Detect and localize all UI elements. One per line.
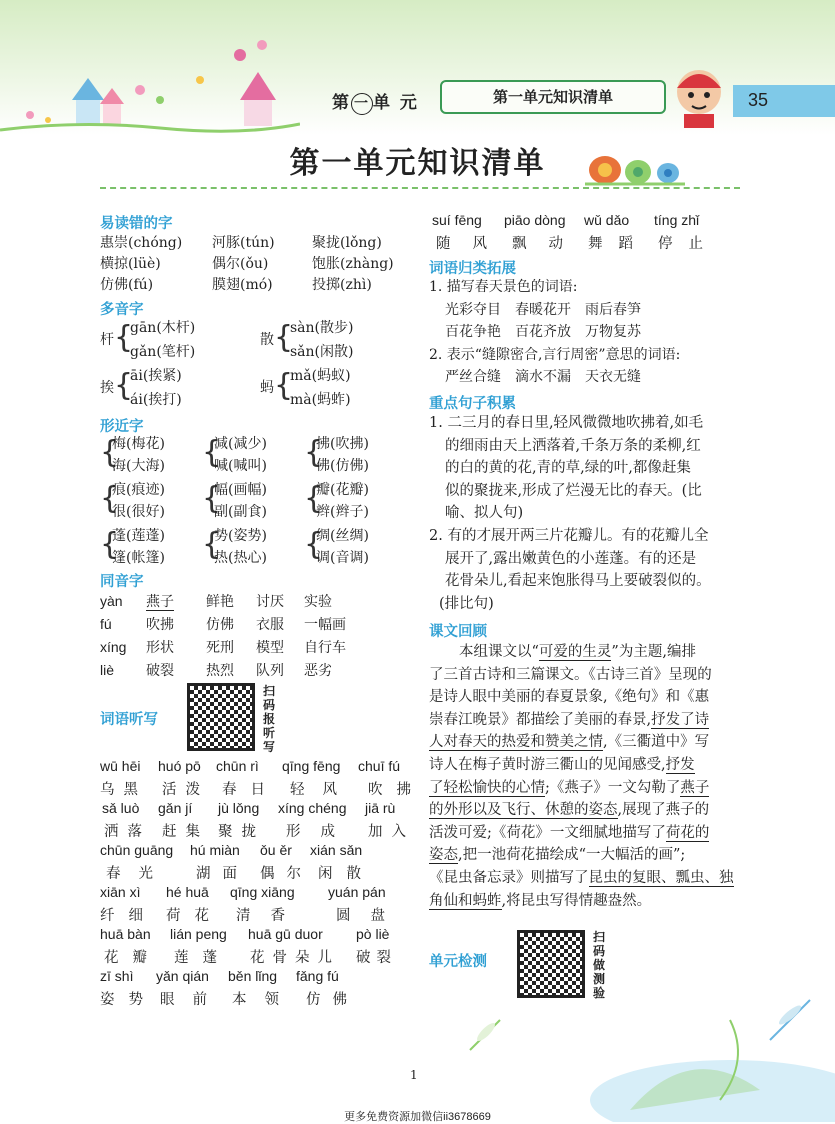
section-heading-category: 词语归类拓展 <box>429 261 516 277</box>
key-sentences-block: 1. 二三月的春日里,轻风微微地吹拂着,如毛 的细雨由天上洒落着,千条万条的柔柳,红 的白的黄的花,青的草,绿的叶,都像赶集 似的聚拢来,形成了烂漫无比的春天。(比 喻、拟人句) 2. 有的才展开两三片花瓣儿。有的花瓣儿全 展开了,露出嫩黄色的小莲蓬。有的还是 花骨朵儿,看起来饱胀得马上要破裂似的。 (排比句) <box>429 415 711 612</box>
dictation-row: sǎ luò gǎn jí jù lǒng xíng chéng jiā rù 洒落 赶集 聚拢 形成 加入 <box>102 800 415 840</box>
category-block: 1. 描写春天景色的词语: 光彩夺目 春暖花开 雨后春笋 百花争艳 百花齐放 万物复苏 2. 表示“缝隙密合,言行周密”意思的词语: 严丝合缝 滴水不漏 天衣无缝 <box>429 279 681 386</box>
dictation-qr-code[interactable] <box>187 683 255 751</box>
section-heading-similar: 形近字 <box>100 419 144 435</box>
lotus-dragonfly-decoration <box>430 980 835 1122</box>
brace-icon: { <box>202 527 222 562</box>
brace-icon: { <box>304 527 324 562</box>
brace-icon: { <box>100 435 120 470</box>
polyphone-block: 杆 { gān(木杆) gǎn(笔杆) 散 { sàn(散步) sǎn(闲散) 挨 { āi(挨紧) ái(挨打) 蚂 { mǎ(蚂蚁) mà(蚂蚱) <box>100 320 354 408</box>
decoration-houses-flowers <box>0 20 300 140</box>
bottom-page-number: 1 <box>410 1068 418 1082</box>
homophone-row: xíng 形状 死刑 模型 自行车 <box>100 639 346 656</box>
brace-icon: { <box>100 481 120 516</box>
snail-decoration-icon <box>580 140 690 188</box>
section-heading-homophone: 同音字 <box>100 574 144 590</box>
scan-dictation-label: 扫 码 报 听 写 <box>263 684 276 754</box>
dictation-row: wū hēi huó pō chūn rì qīng fēng chuī fú 乌黑 活泼 春日 轻风 吹拂 <box>100 758 425 798</box>
homophone-row: liè 破裂 热烈 队列 恶劣 <box>100 662 332 679</box>
dictation-list <box>100 758 425 1010</box>
unit-number: 一 <box>351 93 373 115</box>
section-heading-easy-wrong: 易读错的字 <box>100 216 173 232</box>
review-paragraph: 本组课文以“可爱的生灵”为主题,编排 了三首古诗和三篇课文。《古诗三首》呈现的 是诗人眼中美丽的春夏景象,《绝句》和《惠 崇春江晚景》都描绘了美丽的春景,抒发了诗 人对春天的热爱和赞美之情,《三衢道中》写 诗人在梅子黄时游三衢山的见闻感受,抒发 了轻松愉快的心情;《燕子》一文勾勒了燕子 的外形以及飞行、休憩的姿态,展现了燕子的 活泼可爱;《荷花》一文细腻地描写了荷花的 姿态,把一池荷花描绘成“一大幅活的画”; 《昆虫备忘录》则描写了昆虫的复眼、瓢虫、独 角仙和蚂蚱,将昆虫写得情趣盎然。 <box>429 644 734 909</box>
brace-icon: { <box>202 481 222 516</box>
dictation-row-continued: suí fēng piāo dòng wǔ dǎo tíng zhǐ 随风 飘动 舞蹈 停止 <box>432 212 719 252</box>
header-title-box <box>440 80 666 114</box>
brace-icon: { <box>100 527 120 562</box>
cartoon-boy-icon <box>668 62 730 128</box>
footer-note: 更多免费资源加微信ii3678669 <box>344 1111 491 1123</box>
dictation-row: zī shì yǎn qián běn lǐng fǎng fú 姿势 眼前 本领 仿佛 <box>100 968 359 1008</box>
homophone-row: yàn 燕子 鲜艳 讨厌 实验 <box>100 593 332 610</box>
scan-test-label: 扫 码 做 测 验 <box>593 930 606 1000</box>
polyphone-char: 杆 <box>100 332 114 348</box>
easy-wrong-row: 惠崇(chóng) 河豚(tún) 聚拢(lǒng) <box>100 235 382 251</box>
dictation-row: huā bàn lián peng huā gū duor pò liè 花瓣 莲蓬 花骨朵儿 破裂 <box>100 926 397 966</box>
brace-icon: { <box>274 320 294 355</box>
section-heading-key-sentence: 重点句子积累 <box>429 396 516 412</box>
polyphone-char: 挨 <box>100 380 114 396</box>
brace-icon: { <box>114 368 134 403</box>
section-heading-review: 课文回顾 <box>429 624 487 640</box>
section-heading-dictation: 词语听写 <box>100 712 158 728</box>
easy-wrong-row: 仿佛(fú) 膜翅(mó) 投掷(zhì) <box>100 277 372 293</box>
brace-icon: { <box>114 320 134 355</box>
polyphone-char: 散 <box>260 332 274 348</box>
polyphone-char: 蚂 <box>260 380 274 396</box>
similar-chars-block: { 梅(梅花) 海(大海) { 减(减少) 喊(喊叫) { 拂(吹拂) 佛(仿佛) { 痕(痕迹) 很(很好) { 幅(画幅) 副(副食) { 瓣(花瓣) 辫(辫子) { 蓬(莲蓬) 篷(帐篷) { 势(姿势) 热(热心) { 绸(丝绸) 调(音调) <box>100 435 369 566</box>
brace-icon: { <box>202 435 222 470</box>
unit-label: 第 一 单 元 <box>332 93 419 113</box>
easy-wrong-list <box>100 233 420 296</box>
section-heading-unit-test: 单元检测 <box>429 954 487 970</box>
page-number: 35 <box>748 90 769 110</box>
flower-decoration <box>26 40 267 123</box>
page-title: 第一单元知识清单 <box>289 146 546 181</box>
dictation-row: xiān xì hé huā qīng xiāng yuán pán 纤细 荷花 清香 圆盘 <box>100 884 405 924</box>
section-heading-polyphone: 多音字 <box>100 302 144 318</box>
homophone-table <box>100 590 420 682</box>
house-decoration <box>72 72 276 126</box>
easy-wrong-row: 横掠(lüè) 偶尔(ǒu) 饱胀(zhàng) <box>100 256 394 272</box>
homophone-row: fú 吹拂 仿佛 衣服 一幅画 <box>100 616 346 633</box>
header-title: 第一单元知识清单 <box>492 88 613 106</box>
brace-icon: { <box>304 481 324 516</box>
brace-icon: { <box>304 435 324 470</box>
dictation-row: chūn guāng hú miàn ǒu ěr xián sǎn 春光 湖面 偶尔 闲散 <box>100 842 375 882</box>
title-divider <box>100 187 740 189</box>
brace-icon: { <box>274 368 294 403</box>
